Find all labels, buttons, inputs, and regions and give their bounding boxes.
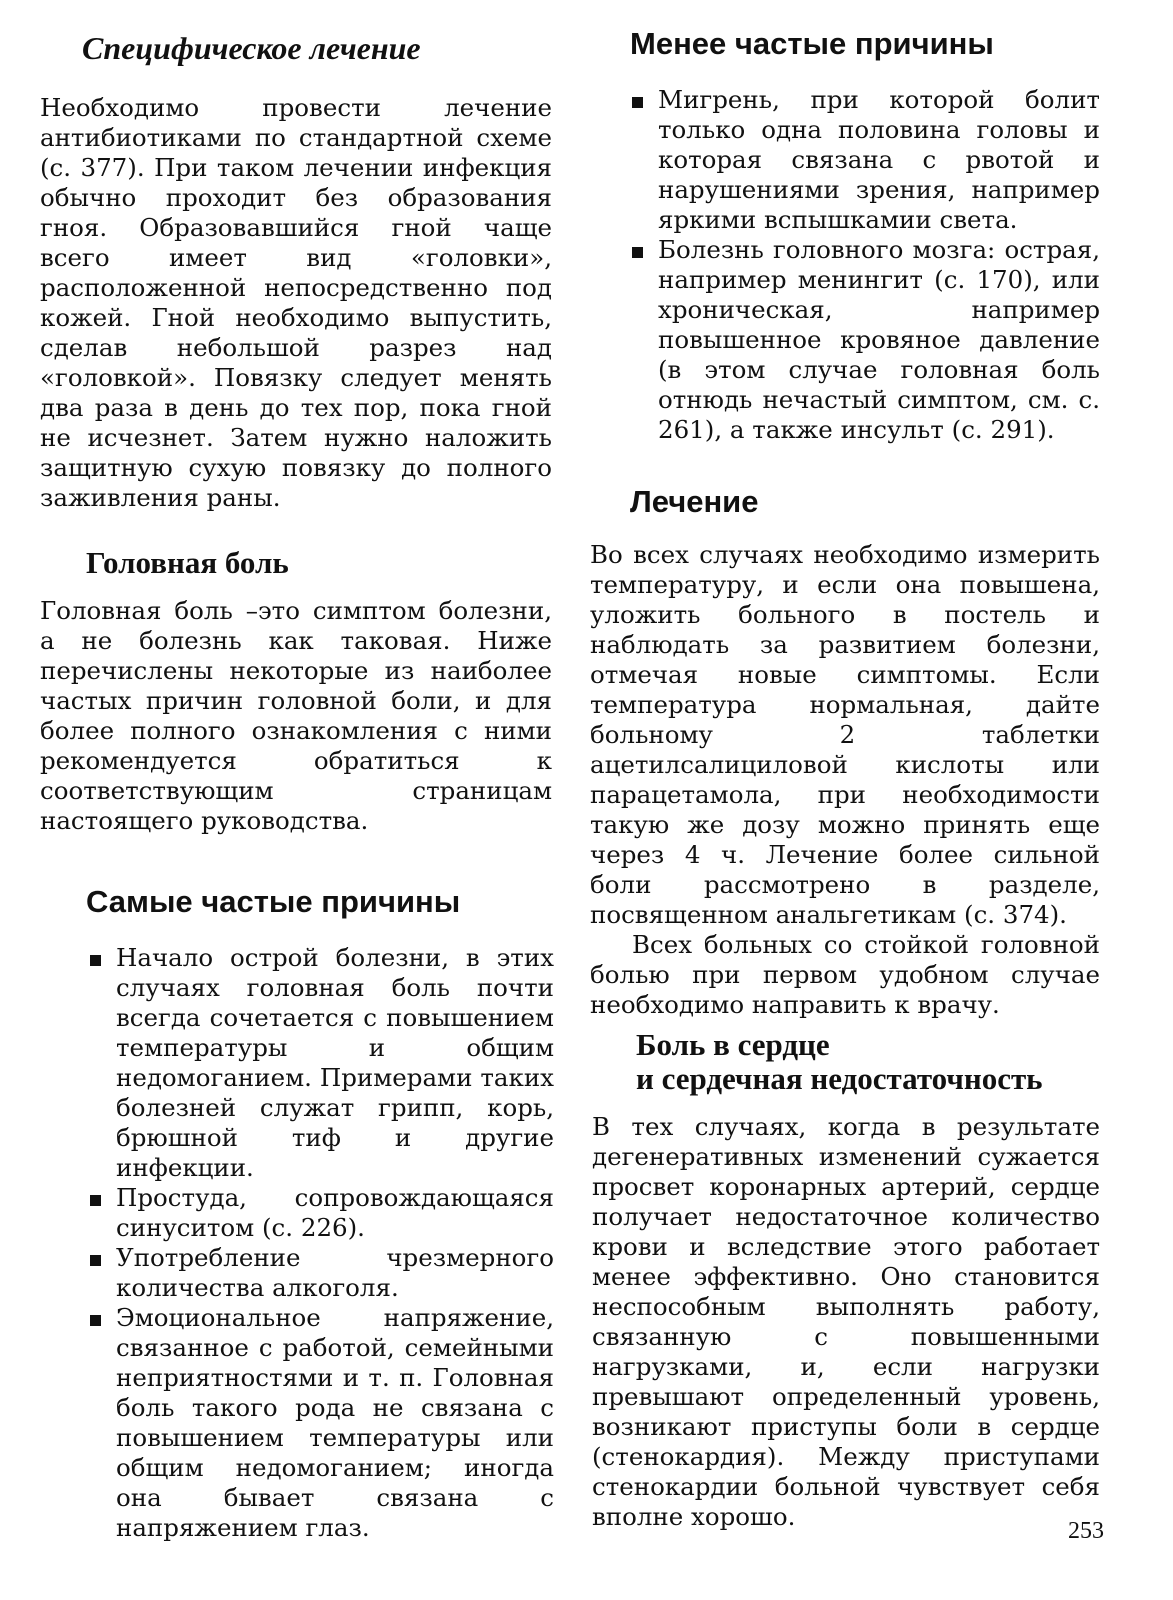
less-common-causes-list	[630, 85, 1100, 445]
less-common-causes-heading: Менее частые причины	[630, 26, 994, 61]
page-number: 253	[1068, 1518, 1104, 1544]
common-causes-list	[88, 943, 554, 1543]
treatment-heading: Лечение	[630, 484, 759, 519]
list-item: Эмоциональное напряжение, связанное с работой, семейными неприятностями и т. п. Головная боль такого рода не связана с повышением температуры или общим недомоганием; иногда она бывает связана с напряжением глаз.	[88, 1303, 554, 1543]
list-item: Начало острой болезни, в этих случаях головная боль почти всегда сочетается с повышением температуры и общим недомоганием. Примерами таких болезней служат грипп, корь, брюшной тиф и другие инфекции.	[88, 943, 554, 1183]
list-item: Болезнь головного мозга: острая, например менингит (с. 170), или хроническая, например повышенное кровяное давление (в этом случае головная боль отнюдь нечастый симптом, см. с. 261), а также инсульт (с. 291).	[630, 235, 1100, 445]
bullet-icon	[632, 97, 643, 108]
common-causes-heading: Самые частые причины	[86, 884, 461, 919]
bullet-icon	[90, 955, 101, 966]
heart-heading-line1: Боль в сердце	[636, 1027, 830, 1062]
bullet-icon	[90, 1315, 101, 1326]
headache-heading: Головная боль	[86, 545, 289, 580]
specific-treatment-heading: Специфическое лечение	[82, 30, 421, 66]
bullet-icon	[632, 247, 643, 258]
specific-treatment-text: Необходимо провести лечение антибиотиками по стандартной схеме (с. 377). При таком лечении инфекция обычно проходит без образования гноя. Образовавшийся гной чаще всего имеет вид «головки», расположенной непосредственно под кожей. Гной необходимо выпустить, сделав небольшой разрез над «головкой». Повязку следует менять два раза в день до тех пор, пока гной не исчезнет. Затем нужно наложить защитную сухую повязку до полного заживления раны.	[40, 93, 552, 512]
list-item: Употребление чрезмерного количества алкоголя.	[88, 1243, 554, 1303]
heart-heading-line2: и сердечная недостаточность	[636, 1061, 1043, 1096]
headache-intro-text: Головная боль –это симптом болезни, а не болезнь как таковая. Ниже перечислены некоторые из наиболее частых причин головной боли, и для более полного ознакомления с ними рекомендуется обратиться к соответствующим страницам настоящего руководства.	[40, 596, 552, 835]
treatment-text: Во всех случаях необходимо измерить температуру, и если она повышена, уложить больного в постель и наблюдать за развитием болезни, отмечая новые симптомы. Если температура нормальная, дайте больному 2 таблетки ацетилсалициловой кислоты или парацетамола, при необходимости такую же дозу можно принять еще через 4 ч. Лечение более сильной боли рассмотрено в разделе, посвященном анальгетикам (с. 374).	[590, 540, 1100, 929]
bullet-icon	[90, 1195, 101, 1206]
list-item: Простуда, сопровождающаяся синуситом (с. 226).	[88, 1183, 554, 1243]
bullet-icon	[90, 1255, 101, 1266]
heart-text: В тех случаях, когда в результате дегенеративных изменений сужается просвет коронарных артерий, сердце получает недостаточное количество крови и вследствие этого работает менее эффективно. Оно становится неспособным выполнять работу, связанную с повышенными нагрузками, и, если нагрузки превышают определенный уровень, возникают приступы боли в сердце (стенокардия). Между приступами стенокардии больной чувствует себя вполне хорошо.	[592, 1112, 1100, 1531]
list-item: Мигрень, при которой болит только одна половина головы и которая связана с рвотой и нарушениями зрения, например яркими вспышкамии света.	[630, 85, 1100, 235]
treatment-text-2: Всех больных со стойкой головной болью при первом удобном случае необходимо направить к врачу.	[590, 930, 1100, 1019]
